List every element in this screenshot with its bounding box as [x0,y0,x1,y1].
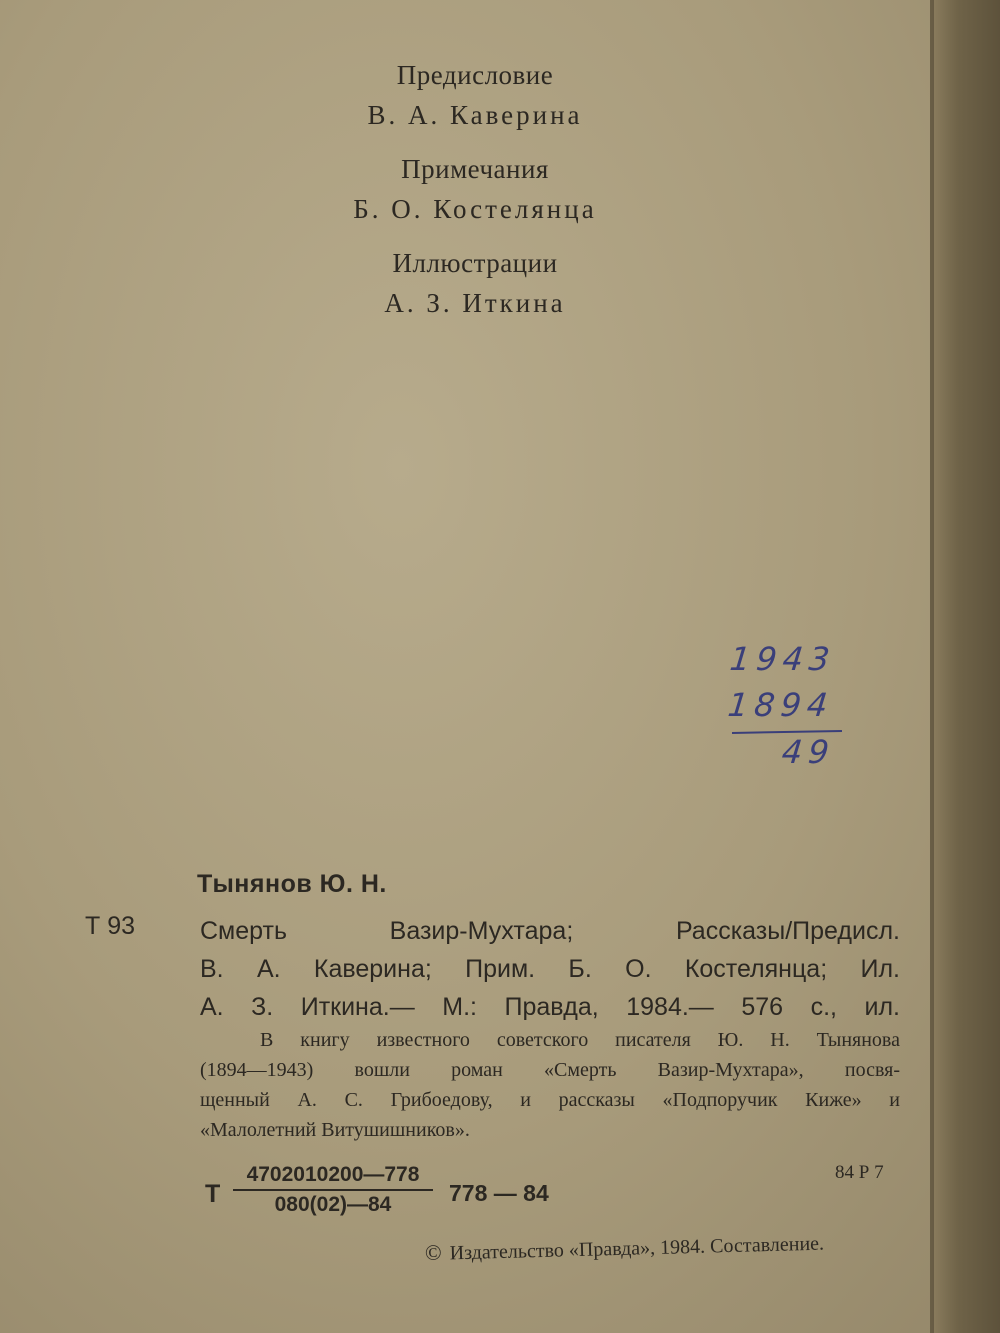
credit-name: Б. О. Костелянца [353,194,597,224]
copyright-text: Издательство «Правда», 1984. Составление. [449,1232,825,1265]
credit-name: В. А. Каверина [367,100,583,130]
credit-illustrations [265,243,685,323]
credit-role: Предисловие [396,60,554,90]
book-spine-edge [930,0,1000,1333]
description-line: В. А. Каверина; Прим. Б. О. Костелянца; Ил. [200,955,900,983]
index-fraction-rule [233,1189,433,1191]
credit-role: Примечания [401,154,549,184]
handwritten-result: 49 [780,733,837,771]
credit-notes [265,149,685,229]
credit-preface [265,55,685,135]
credits-section [265,55,685,337]
copyright-line [425,1230,825,1266]
catalog-description [200,912,900,1026]
index-fraction [233,1162,433,1218]
annotation-line: (1894—1943) вошли роман «Смерть Вазир-Мухтара», посвя- [200,1059,900,1081]
handwritten-year-birth: 1894 [726,686,836,724]
description-line: А. З. Иткина.— М.: Правда, 1984.— 576 с., ил. [200,993,900,1021]
handwritten-calculation [720,640,860,780]
annotation-line: В книгу известного советского писателя Ю. Н. Тынянова [260,1029,900,1051]
handwritten-year-death: 1943 [728,640,838,678]
credit-role: Иллюстрации [392,248,558,278]
copyright-icon: © [424,1239,443,1265]
credit-name: А. З. Иткина [384,288,566,318]
index-prefix: Т [205,1180,221,1208]
index-suffix: 778 — 84 [449,1180,549,1206]
catalog-annotation [200,1025,900,1145]
annotation-line: «Малолетний Витушишников». [200,1119,470,1141]
catalog-author: Тынянов Ю. Н. [197,870,387,898]
catalog-code: Т 93 [85,912,136,940]
index-numerator: 4702010200—778 [246,1163,420,1186]
annotation-line: щенный А. С. Грибоедову, и рассказы «Подпоручик Киже» и [200,1089,900,1111]
description-line: Смерть Вазир-Мухтара; Рассказы/Предисл. [200,917,900,945]
index-denominator: 080(02)—84 [274,1193,392,1216]
bbk-code: 84 Р 7 [835,1162,884,1183]
